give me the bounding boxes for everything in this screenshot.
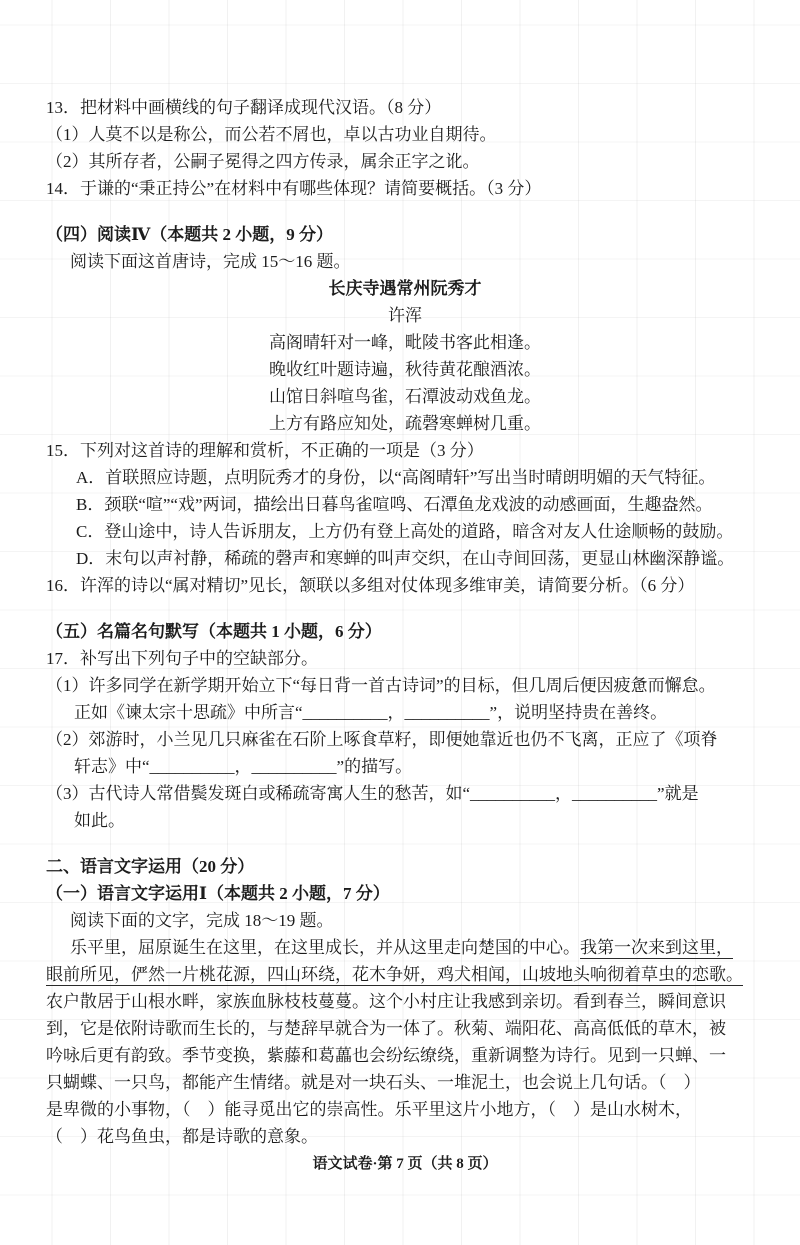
question-15-option-c: C．登山途中，诗人告诉朋友，上方仍有登上高处的道路，暗含对友人仕途顺畅的鼓励。 (76, 522, 734, 541)
question-17-item-3-line-2: 如此。 (74, 811, 125, 830)
page-footer: 语文试卷·第 7 页（共 8 页） (312, 1156, 498, 1172)
question-13-item-1: （1）人莫不以是称公，而公若不屑也，卓以古功业自期待。 (46, 125, 497, 144)
poem-line-1: 高阁晴轩对一峰，毗陵书客此相逢。 (269, 333, 541, 352)
passage-line-1 (46, 934, 764, 961)
question-17-item-1-line-2: 正如《谏太宗十思疏》中所言“__________，__________”，说明坚持贵在善终。 (74, 703, 668, 722)
poem-author: 许浑 (388, 306, 422, 325)
part-2-heading: 二、语言文字运用（20 分） (46, 857, 255, 876)
part-2-sub-heading: （一）语言文字运用Ⅰ（本题共 2 小题，7 分） (46, 884, 390, 903)
passage-line-4: 到，它是依附诗歌而生长的，与楚辞早就合为一体了。秋菊、端阳花、高高低低的草木，被 (46, 1019, 726, 1038)
passage-line-8: （ ）花鸟鱼虫，都是诗歌的意象。 (46, 1127, 318, 1146)
question-17-stem: 17．补写出下列句子中的空缺部分。 (46, 649, 318, 668)
question-15-option-b: B．颈联“喧”“戏”两词，描绘出日暮鸟雀喧鸣、石潭鱼龙戏波的动感画面，生趣盎然。 (76, 495, 713, 514)
passage-line-3: 农户散居于山根水畔，家族血脉枝枝蔓蔓。这个小村庄让我感到亲切。看到春兰，瞬间意识 (46, 992, 726, 1011)
question-15-option-a: A．首联照应诗题，点明阮秀才的身份，以“高阁晴轩”写出当时晴朗明媚的天气特征。 (76, 468, 716, 487)
question-17-item-2-line-2: 轩志》中“__________，__________”的描写。 (74, 757, 413, 776)
question-17-item-2-line-1: （2）郊游时，小兰见几只麻雀在石阶上啄食草籽，即便她靠近也仍不飞离，正应了《项脊 (46, 730, 718, 749)
section-4-heading: （四）阅读Ⅳ（本题共 2 小题，9 分） (46, 225, 334, 244)
question-16-stem: 16．许浑的诗以“属对精切”见长，颔联以多组对仗体现多维审美，请简要分析。（6 分） (46, 576, 695, 595)
question-15-stem: 15．下列对这首诗的理解和赏析，不正确的一项是（3 分） (46, 441, 484, 460)
passage-line-2 (46, 961, 764, 988)
poem-title: 长庆寺遇常州阮秀才 (328, 279, 482, 298)
section-5-heading: （五）名篇名句默写（本题共 1 小题，6 分） (46, 622, 382, 641)
question-17-item-1-line-1: （1）许多同学在新学期开始立下“每日背一首古诗词”的目标，但几周后便因疲惫而懈怠。 (46, 676, 716, 695)
passage-line-1-normal: 乐平里，屈原诞生在这里，在这里成长，并从这里走向楚国的中心。 (70, 938, 580, 957)
question-13-item-2: （2）其所存者，公嗣子冕得之四方传录，属余正字之讹。 (46, 152, 480, 171)
passage-line-1-underlined: 我第一次来到这里， (580, 938, 733, 957)
question-14-stem: 14．于谦的“秉正持公”在材料中有哪些体现？请简要概括。（3 分） (46, 179, 542, 198)
poem-line-4: 上方有路应知处，疏磬寒蝉树几重。 (269, 414, 541, 433)
passage-line-7: 是卑微的小事物，（ ）能寻觅出它的崇高性。乐平里这片小地方，（ ）是山水树木， (46, 1100, 692, 1119)
passage-line-5: 吟咏后更有韵致。季节变换，紫藤和葛藟也会纷纭缭绕，重新调整为诗行。见到一只蝉、一 (46, 1046, 726, 1065)
passage-line-6: 只蝴蝶、一只鸟，都能产生情绪。就是对一块石头、一堆泥土，也会说上几句话。（ ） (46, 1073, 701, 1092)
question-17-item-3-line-1: （3）古代诗人常借鬓发斑白或稀疏寄寓人生的愁苦，如“__________，__________”就是 (46, 784, 699, 803)
passage-line-2-underlined: 眼前所见，俨然一片桃花源，四山环绕，花木争妍，鸡犬相闻，山坡地头响彻着草虫的恋歌。 (46, 965, 743, 984)
question-13-stem: 13．把材料中画横线的句子翻译成现代汉语。（8 分） (46, 98, 442, 117)
section-4-intro: 阅读下面这首唐诗，完成 15～16 题。 (70, 252, 351, 271)
poem-line-2: 晚收红叶题诗遍，秋待黄花酿酒浓。 (269, 360, 541, 379)
page-content (46, 94, 764, 1175)
question-15-option-d: D．末句以声衬静，稀疏的磬声和寒蝉的叫声交织，在山寺间回荡，更显山林幽深静谧。 (76, 549, 735, 568)
poem-line-3: 山馆日斜喧鸟雀，石潭波动戏鱼龙。 (269, 387, 541, 406)
part-2-intro: 阅读下面的文字，完成 18～19 题。 (70, 911, 334, 930)
